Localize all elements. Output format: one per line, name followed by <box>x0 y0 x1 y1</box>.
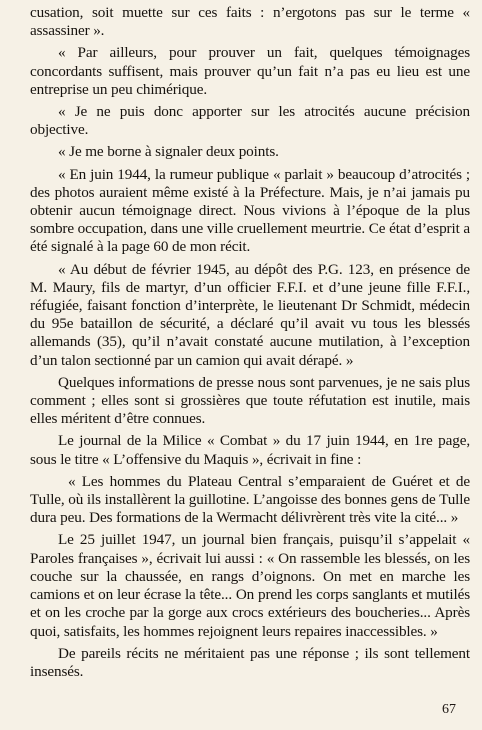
paragraph-1: cusation, soit muette sur ces faits : n’ergotons pas sur le terme « assassiner ». <box>30 4 470 40</box>
paragraph-9: « Les hommes du Plateau Central s’emparaient de Guéret et de Tulle, où ils installèrent la guillotine. L’angoisse des bonnes gens de Tulle dura peu. Des formations de la Wermacht délivrèrent très vite la cité... » <box>30 472 470 527</box>
paragraph-6: « Au début de février 1945, au dépôt des P.G. 123, en présence de M. Maury, fils de martyr, d’un officier F.F.I. et d’une jeune fille F.F.I., réfugiée, faisant fonction d’interprète, le lieutenant Dr Schmidt, médecin du 95e bataillon de sécurité, a déclaré qu’il avait vu tous les blessés allemands (35), qu’il n’avait constaté aucune mutilation, à l’exception d’un talon sectionné par un camion qui avait dérapé. » <box>30 260 470 369</box>
paragraph-2: « Par ailleurs, pour prouver un fait, quelques témoignages concordants suffisent, mais prouver qu’un fait n’a pas eu lieu est une entreprise un peu chimérique. <box>30 44 470 98</box>
paragraph-4: « Je me borne à signaler deux points. <box>58 143 279 161</box>
paragraph-7: Quelques informations de presse nous sont parvenues, je ne sais plus comment ; elles sont si grossières que toute réfutation est inutile, mais elles méritent d’être connues. <box>30 373 470 428</box>
paragraph-10: Le 25 juillet 1947, un journal bien français, puisqu’il s’appelait « Paroles françaises », écrivait lui aussi : « On rassemble les blessés, on les couche sur la chaussée, en rangs d’oignons. On met en marche les camions et on leur écrase la tête... On prend les corps sanglants et mutilés et on les croche par la gorge aux crocs extérieurs des boucheries... Après quoi, satisfaits, les hommes rejoignent leurs repaires inaccessibles. » <box>30 531 470 640</box>
paragraph-5: « En juin 1944, la rumeur publique « parlait » beaucoup d’atrocités ; des photos auraient même existé à la Préfecture. Mais, je n’ai jamais pu obtenir aucun témoignage direct. Nous vivions à l’époque de la plus sombre occupation, dans une ville cruellement meurtrie. Ce état d’esprit a été signalé à la page 60 de mon récit. <box>30 165 470 256</box>
page-number: 67 <box>442 702 456 717</box>
paragraph-8: Le journal de la Milice « Combat » du 17 juin 1944, en 1re page, sous le titre « L’offensive du Maquis », écrivait in fine : <box>30 432 470 468</box>
document-body <box>30 4 470 685</box>
paragraph-11: De pareils récits ne méritaient pas une réponse ; ils sont tellement insensés. <box>30 644 470 680</box>
paragraph-3: « Je ne puis donc apporter sur les atrocités aucune précision objective. <box>30 103 470 139</box>
